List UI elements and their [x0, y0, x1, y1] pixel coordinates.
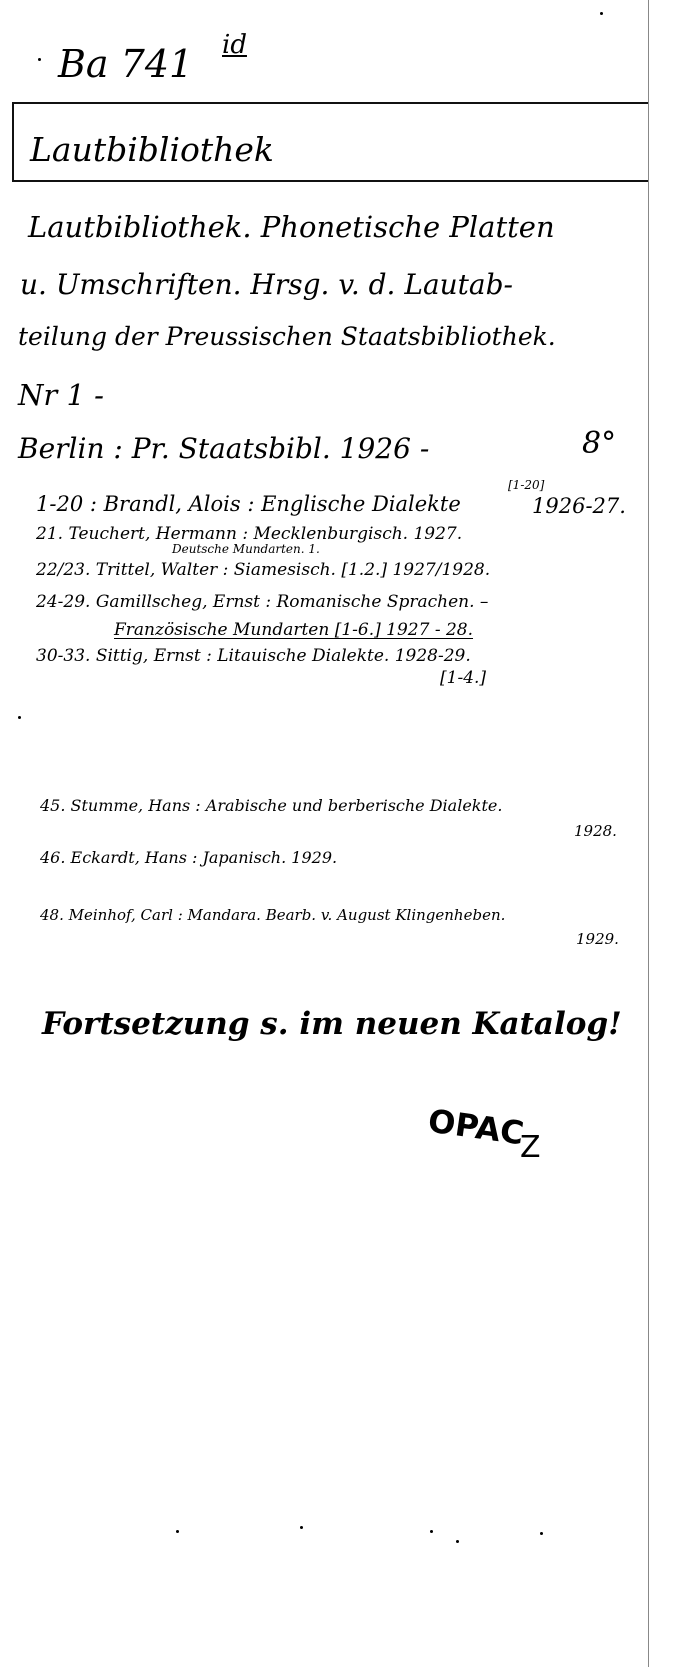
entry-8-year: 1929.	[576, 930, 619, 948]
entry-1-note: [1-20]	[508, 478, 545, 492]
ink-speck	[430, 1530, 433, 1533]
entry-4: 24-29. Gamillscheg, Ernst : Romanische Sprachen. –	[36, 592, 489, 612]
continuation-note: Fortsetzung s. im neuen Katalog!	[42, 1006, 622, 1042]
entry-2-note: Deutsche Mundarten. 1.	[172, 542, 320, 556]
title-line-3: teilung der Preussischen Staatsbibliothek.	[18, 322, 556, 351]
call-number: Ba 741	[58, 42, 194, 86]
entry-7: 46. Eckardt, Hans : Japanisch. 1929.	[40, 848, 338, 867]
opac-stamp: OPAC	[425, 1101, 527, 1153]
entry-8: 48. Meinhof, Carl : Mandara. Bearb. v. August Klingenheben.	[40, 906, 506, 924]
entry-5: 30-33. Sittig, Ernst : Litauische Dialekte. 1928-29.	[36, 646, 471, 666]
entry-2: 21. Teuchert, Hermann : Mecklenburgisch. 1927.	[36, 524, 463, 544]
entry-6: 45. Stumme, Hans : Arabische und berberische Dialekte.	[40, 796, 503, 815]
ink-speck	[300, 1526, 303, 1529]
imprint: Berlin : Pr. Staatsbibl. 1926 -	[18, 432, 430, 465]
title-line-2: u. Umschriften. Hrsg. v. d. Lautab-	[20, 268, 513, 301]
ink-speck	[456, 1540, 459, 1543]
entry-1-year: 1926-27.	[532, 494, 626, 518]
heading-rule	[12, 180, 648, 182]
heading: Lautbibliothek	[30, 130, 274, 169]
ink-speck	[600, 12, 603, 15]
entry-4-line2: Französische Mundarten [1-6.] 1927 - 28.	[114, 620, 474, 640]
title-line-4: Nr 1 -	[18, 378, 104, 412]
top-rule	[12, 102, 648, 104]
ink-speck	[18, 716, 21, 719]
ink-speck	[38, 58, 41, 61]
call-suffix: id	[222, 30, 247, 60]
format: 8°	[582, 426, 617, 461]
left-rule-top	[12, 102, 14, 182]
title-line-1: Lautbibliothek. Phonetische Platten	[28, 210, 555, 244]
ink-speck	[176, 1530, 179, 1533]
entry-1: 1-20 : Brandl, Alois : Englische Dialekte	[36, 492, 461, 516]
entry-5-note: [1-4.]	[440, 668, 487, 688]
entry-6-year: 1928.	[574, 822, 617, 840]
entry-3: 22/23. Trittel, Walter : Siamesisch. [1.2.] 1927/1928.	[36, 560, 491, 580]
ink-speck	[540, 1532, 543, 1535]
stamp-mark: Z	[520, 1130, 541, 1165]
